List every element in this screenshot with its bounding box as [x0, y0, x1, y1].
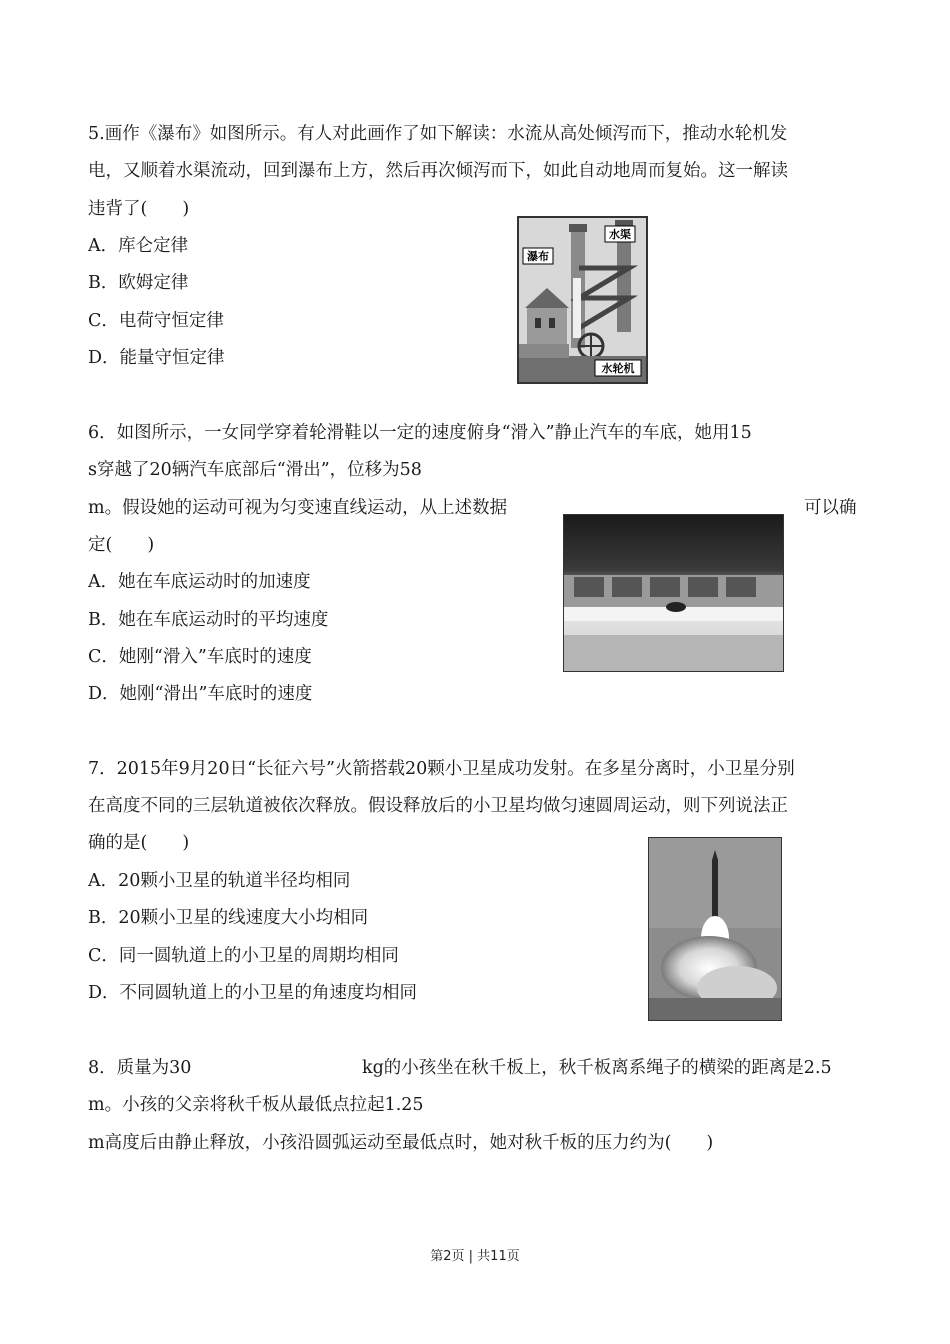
label-channel: 水渠 — [609, 228, 631, 241]
q8-line-1b: kg的小孩坐在秋千板上，秋千板离系绳子的横梁的距离是2.5 — [362, 1058, 832, 1078]
q8-line-3: m高度后由静止释放，小孩沿圆弧运动至最低点时，她对秋千板的压力约为( ) — [88, 1133, 714, 1153]
page-footer: 第2页 | 共11页 — [430, 1249, 520, 1264]
q8-line-1a: 8．质量为30 — [88, 1058, 192, 1078]
q7-option-a: A．20颗小卫星的轨道半径均相同 — [88, 871, 351, 891]
q7-option-d: D．不同圆轨道上的小卫星的角速度均相同 — [88, 983, 418, 1003]
label-waterfall: 瀑布 — [527, 250, 549, 263]
q5-line-2: 电，又顺着水渠流动，回到瀑布上方，然后再次倾泻而下，如此自动地周而复始。这一解读 — [88, 161, 788, 181]
q5-line-1: 5.画作《瀑布》如图所示。有人对此画作了如下解读：水流从高处倾泻而下，推动水轮机发 — [88, 124, 788, 144]
q6-option-b: B．她在车底运动时的平均速度 — [88, 610, 329, 630]
q6-line-4: 定( ) — [88, 535, 155, 555]
q6-line-1: 6．如图所示，一女同学穿着轮滑鞋以一定的速度俯身“滑入”静止汽车的车底，她用15 — [88, 423, 752, 443]
q5-option-a: A．库仑定律 — [88, 236, 189, 256]
q6-line-3b: 可以确 — [804, 498, 857, 518]
q5-line-3: 违背了( ) — [88, 199, 190, 219]
q7-line-3: 确的是( ) — [88, 833, 190, 853]
q6-line-2: s穿越了20辆汽车底部后“滑出”，位移为58 — [88, 460, 422, 480]
waterfall-painting-figure — [517, 216, 648, 384]
q6-option-c: C．她刚“滑入”车底时的速度 — [88, 647, 312, 667]
roller-skater-photo — [563, 514, 784, 672]
q6-option-a: A．她在车底运动时的加速度 — [88, 572, 311, 592]
q7-option-c: C．同一圆轨道上的小卫星的周期均相同 — [88, 946, 399, 966]
q7-option-b: B．20颗小卫星的线速度大小均相同 — [88, 908, 369, 928]
q6-line-3a: m。假设她的运动可视为匀变速直线运动，从上述数据 — [88, 498, 508, 518]
q7-line-2: 在高度不同的三层轨道被依次释放。假设释放后的小卫星均做匀速圆周运动，则下列说法正 — [88, 796, 788, 816]
label-turbine: 水轮机 — [601, 362, 635, 375]
q5-option-d: D．能量守恒定律 — [88, 348, 225, 368]
q5-option-b: B．欧姆定律 — [88, 273, 189, 293]
q8-line-2: m。小孩的父亲将秋千板从最低点拉起1.25 — [88, 1095, 424, 1115]
rocket-launch-photo — [648, 837, 782, 1021]
q6-option-d: D．她刚“滑出”车底时的速度 — [88, 684, 313, 704]
q5-option-c: C．电荷守恒定律 — [88, 311, 224, 331]
q7-line-1: 7．2015年9月20日“长征六号”火箭搭载20颗小卫星成功发射。在多星分离时，小卫星分别 — [88, 759, 795, 779]
